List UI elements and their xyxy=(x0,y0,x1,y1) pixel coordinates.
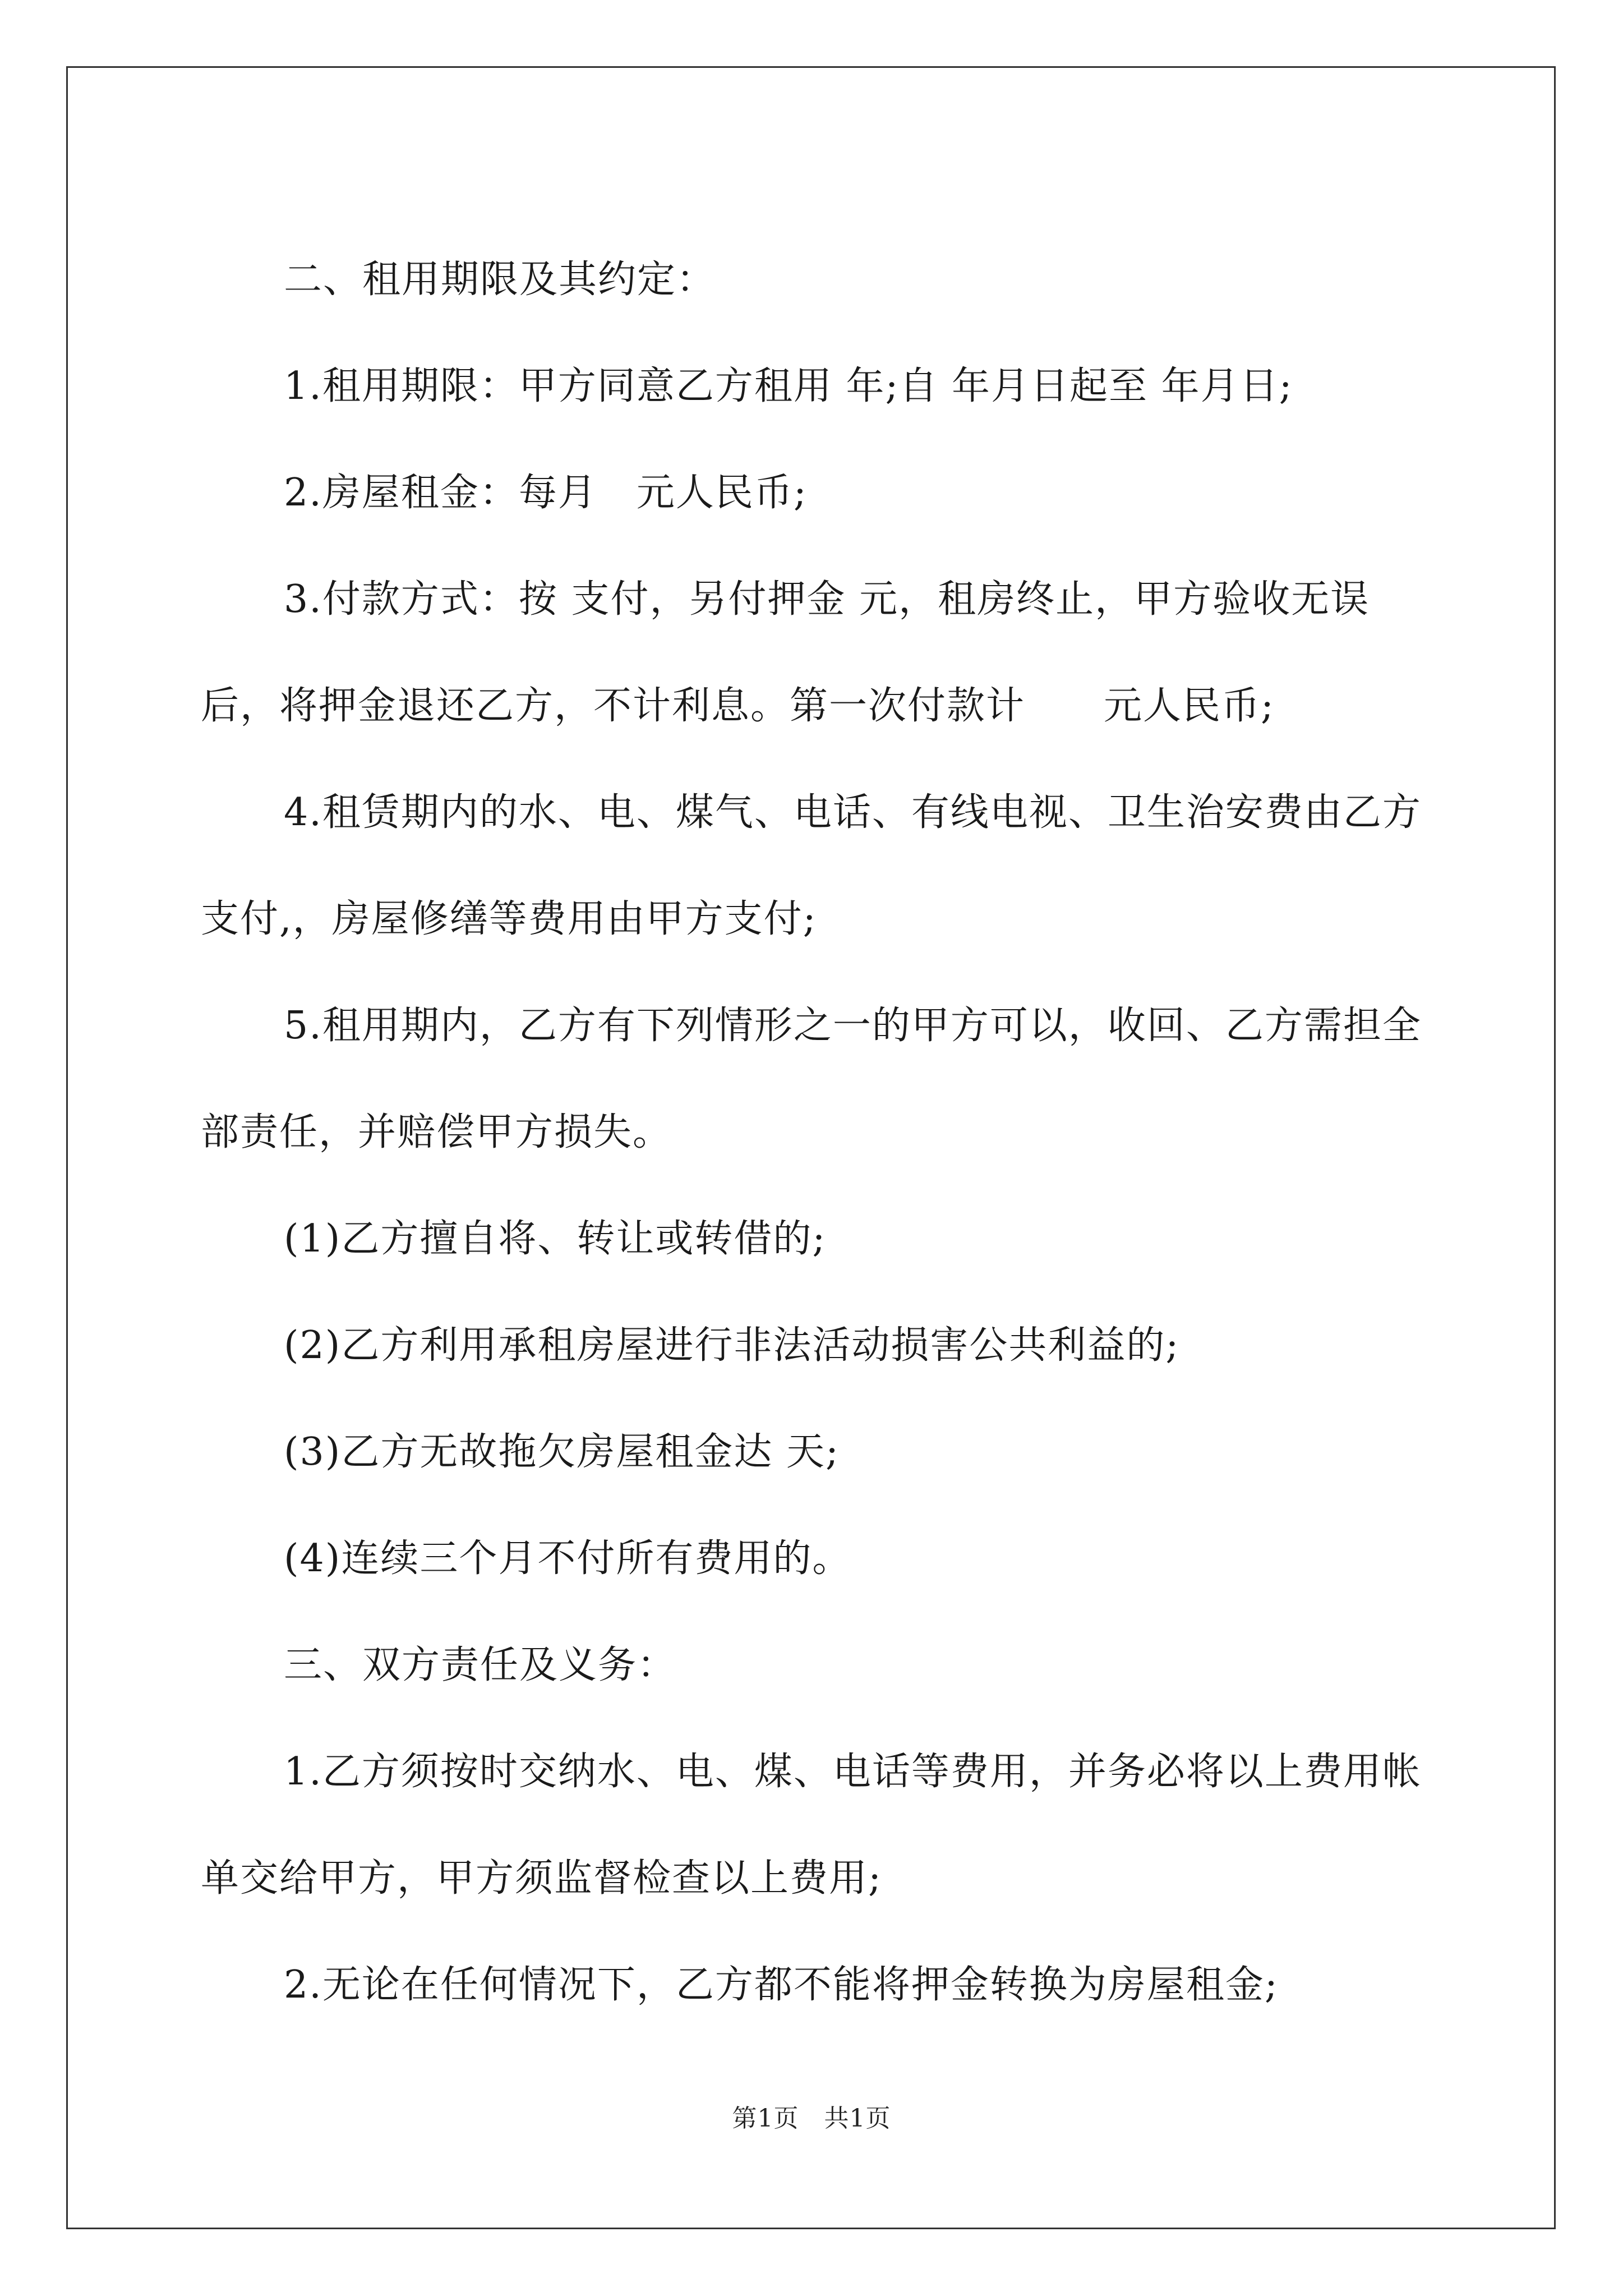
condition-3: (3)乙方无故拖欠房屋租金达 天; xyxy=(284,1430,840,1474)
condition-4: (4)连续三个月不付所有费用的。 xyxy=(284,1536,852,1581)
clause-3-1-fees: 1.乙方须按时交纳水、电、煤、电话等费用，并务必将以上费用帐单交给甲方，甲方须监督检查以上费用; xyxy=(201,1750,1422,1901)
document-body xyxy=(201,227,1429,2039)
clause-2-1-lease-term: 1.租用期限：甲方同意乙方租用 年;自 年月日起至 年月日; xyxy=(284,364,1293,408)
clause-2-2-rent: 2.房屋租金：每月 元人民币; xyxy=(284,471,808,515)
clause-3-2-deposit: 2.无论在任何情况下，乙方都不能将押金转换为房屋租金; xyxy=(284,1963,1279,2007)
section-2-heading: 二、租用期限及其约定： xyxy=(284,257,716,302)
section-3-heading: 三、双方责任及义务： xyxy=(284,1643,677,1687)
clause-2-4-utilities: 4.租赁期内的水、电、煤气、电话、有线电视、卫生治安费由乙方支付,，房屋修缮等费用由甲方支付; xyxy=(201,790,1422,941)
clause-2-3-payment: 3.付款方式：按 支付，另付押金 元，租房终止，甲方验收无误后，将押金退还乙方，不计利息。第一次付款计 元人民币; xyxy=(201,577,1370,728)
clause-2-5-termination: 5.租用期内，乙方有下列情形之一的甲方可以，收回、乙方需担全部责任，并赔偿甲方损失。 xyxy=(201,1004,1422,1154)
condition-2: (2)乙方利用承租房屋进行非法活动损害公共利益的; xyxy=(284,1323,1180,1368)
page-number: 第1页 共1页 xyxy=(732,2104,891,2133)
condition-1: (1)乙方擅自将、转让或转借的; xyxy=(284,1217,827,1261)
